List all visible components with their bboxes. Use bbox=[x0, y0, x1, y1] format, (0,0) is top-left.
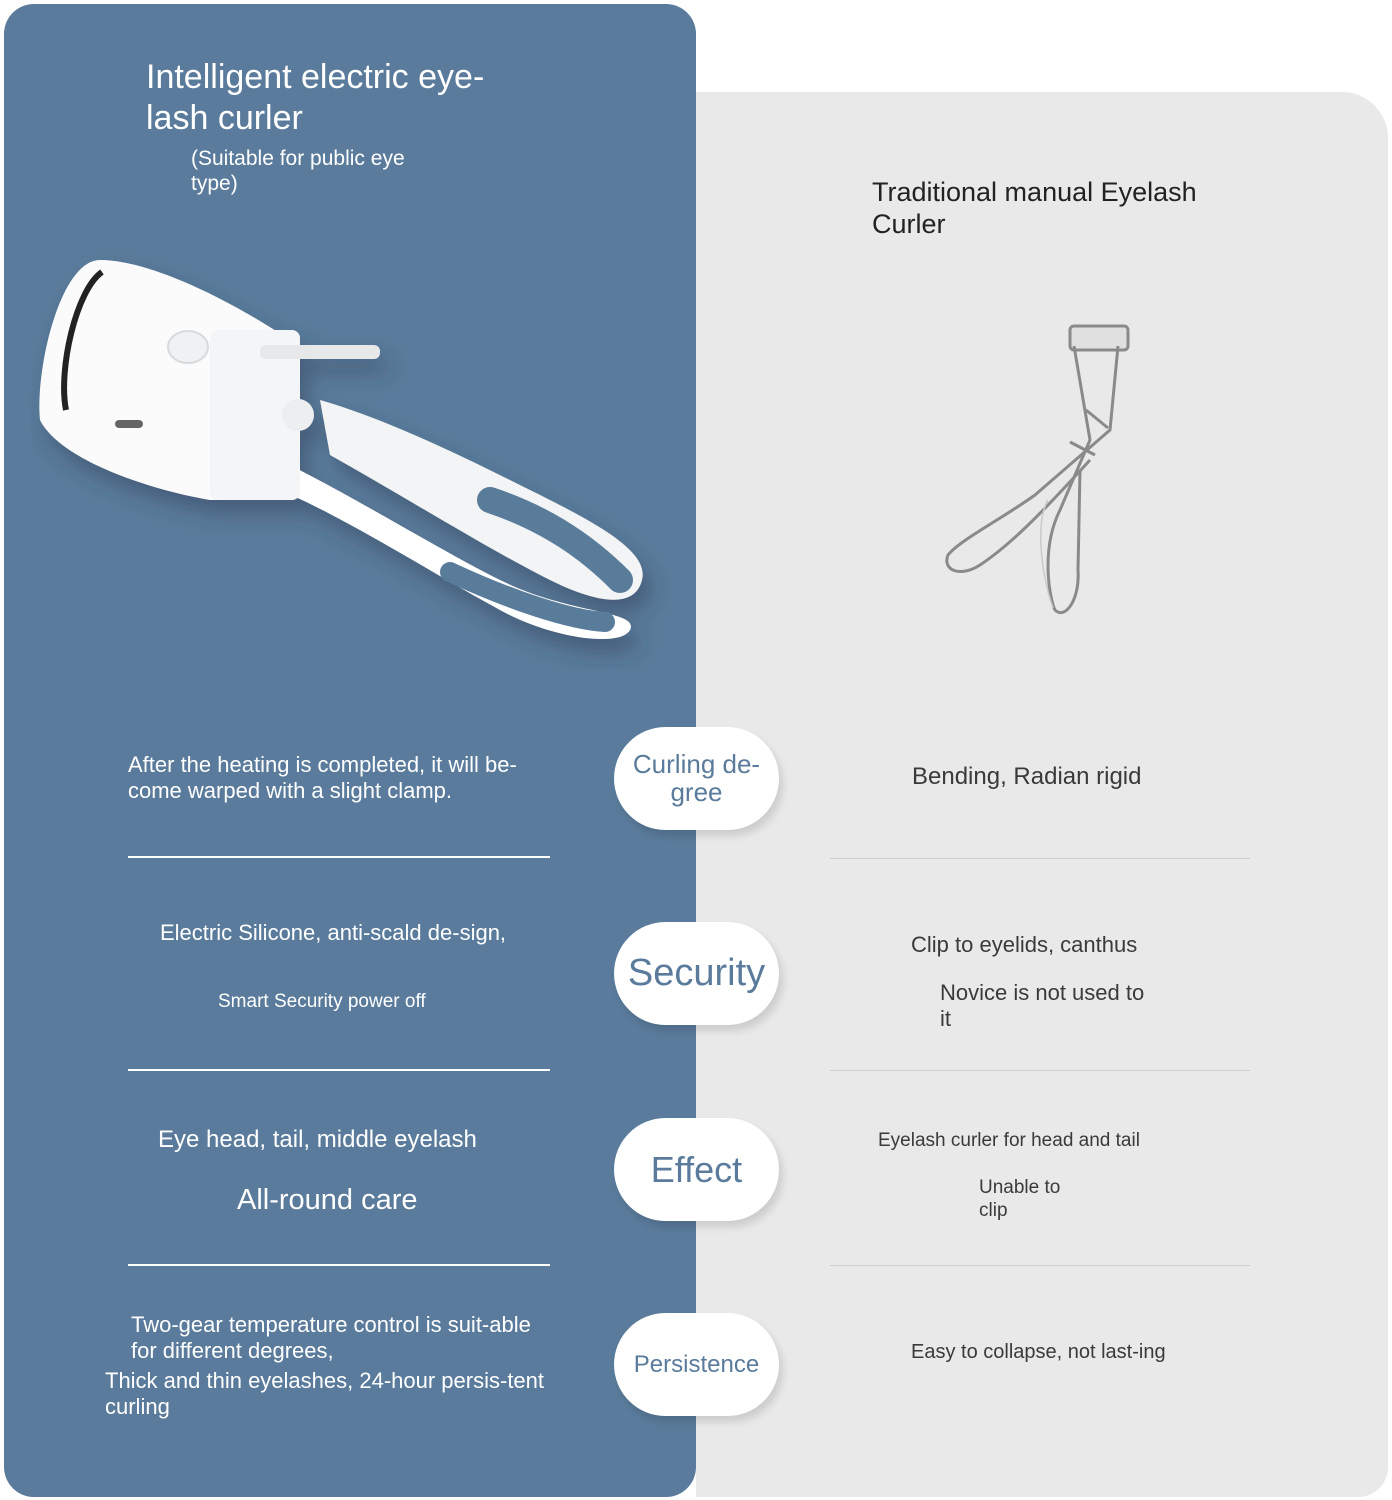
manual-security-text-2: Novice is not used to it bbox=[940, 980, 1145, 1032]
electric-title: Intelligent electric eye-lash curler bbox=[146, 58, 485, 137]
label-persistence-text: Persistence bbox=[633, 1350, 760, 1378]
electric-subtitle: (Suitable for public eye type) bbox=[191, 147, 405, 196]
label-security-text: Security bbox=[627, 951, 766, 994]
electric-persistence-text-1: Two-gear temperature control is suit-able for different degrees, bbox=[131, 1312, 531, 1364]
manual-security-text-1: Clip to eyelids, canthus bbox=[911, 932, 1138, 957]
left-divider-2 bbox=[128, 1069, 550, 1071]
manual-effect-text-1: Eyelash curler for head and tail bbox=[878, 1130, 1140, 1151]
manual-effect-text-2: Unable to clip bbox=[979, 1177, 1061, 1221]
electric-curler-panel bbox=[4, 4, 696, 1497]
electric-curler-image bbox=[30, 250, 670, 670]
label-effect bbox=[614, 1118, 779, 1221]
electric-persistence-text-2: Thick and thin eyelashes, 24-hour persis-tent curling bbox=[105, 1368, 545, 1420]
electric-effect-text-2: All-round care bbox=[237, 1184, 418, 1216]
right-divider-1 bbox=[830, 858, 1250, 859]
manual-curling-text: Bending, Radian rigid bbox=[912, 763, 1142, 790]
left-divider-1 bbox=[128, 856, 550, 858]
electric-security-text-1: Electric Silicone, anti-scald de-sign, bbox=[160, 920, 507, 945]
right-divider-2 bbox=[830, 1070, 1250, 1071]
electric-security-text-2: Smart Security power off bbox=[218, 991, 426, 1012]
left-divider-3 bbox=[128, 1264, 550, 1266]
manual-title: Traditional manual Eyelash Curler bbox=[872, 177, 1197, 240]
label-effect-text: Effect bbox=[650, 1148, 743, 1190]
manual-curler-panel bbox=[696, 92, 1388, 1497]
label-security bbox=[614, 922, 779, 1025]
label-persistence bbox=[614, 1313, 779, 1416]
manual-persistence-text: Easy to collapse, not last-ing bbox=[911, 1341, 1166, 1363]
manual-curler-image bbox=[940, 320, 1140, 620]
label-curling-degree-text: Curling de-gree bbox=[632, 749, 761, 807]
right-divider-3 bbox=[830, 1265, 1250, 1266]
electric-effect-text-1: Eye head, tail, middle eyelash bbox=[158, 1126, 477, 1153]
label-curling-degree bbox=[614, 727, 779, 830]
electric-curling-text: After the heating is completed, it will be-come warped with a slight clamp. bbox=[128, 752, 517, 804]
